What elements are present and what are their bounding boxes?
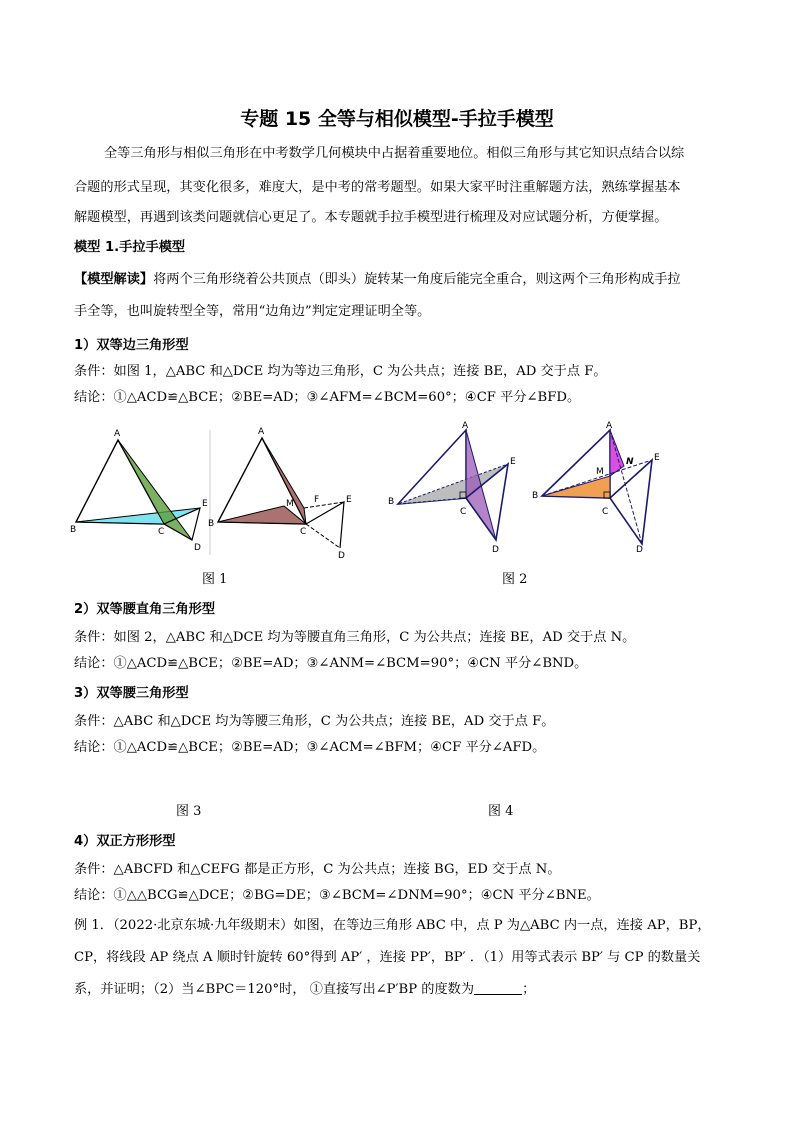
fig2b-label-e: E: [654, 453, 660, 463]
fig2b-label-a: A: [606, 421, 613, 431]
model-explain-line-2: 手全等，也叫旋转型全等，常用“边角边”判定定理证明全等。: [74, 304, 431, 319]
fig2a-triangle-bce: [398, 464, 508, 504]
section2-condition: 条件：如图 2，△ABC 和△DCE 均为等腰直角三角形，C 为公共点；连接 BE，AD 交于点 N。: [74, 630, 636, 645]
model1-heading: 模型 1.手拉手模型: [74, 240, 186, 255]
section3-condition: 条件：△ABC 和△DCE 均为等腰三角形，C 为公共点；连接 BE，AD 交于点 F。: [74, 714, 555, 729]
section1-conclusion: 结论：①△ACD≌△BCE；②BE=AD；③∠AFM=∠BCM=60°；④CF 平分∠BFD。: [74, 390, 581, 405]
intro-line-3: 解题模型，再遇到该类问题就信心更足了。本专题就手拉手模型进行梳理及对应试题分析，方便掌握。: [74, 210, 668, 225]
example1-line-3: [74, 980, 734, 1000]
section4-conclusion: 结论：①△△BCG≌△DCE；②BG=DE；③∠BCM=∠DNM=90°；④CN 平分∠BNE。: [74, 888, 600, 903]
section2-heading: 2）双等腰直角三角形型: [74, 602, 216, 617]
section1-condition: 条件：如图 1，△ABC 和△DCE 均为等边三角形，C 为公共点；连接 BE，AD 交于点 F。: [74, 364, 607, 379]
figure-3-caption: 图 3: [176, 804, 202, 819]
fig1b-label-a: A: [258, 427, 265, 437]
section1-heading: 1）双等边三角形型: [74, 338, 189, 353]
figure-1: [68, 420, 358, 560]
fig2b-label-b: B: [532, 491, 539, 501]
example1-line-3-end: ；: [522, 982, 536, 997]
fig1a-label-b: B: [70, 525, 77, 535]
fig1a-triangle-acd: [118, 440, 192, 540]
section4-condition: 条件：△ABCFD 和△CEFG 都是正方形，C 为公共点；连接 BG，ED 交于点 N。: [74, 862, 561, 877]
fig2a-label-c: C: [460, 507, 467, 517]
example1-line-1: 例 1．（2022·北京东城·九年级期末）如图，在等边三角形 ABC 中，点 P 为△ABC 内一点，连接 AP，BP，: [74, 918, 711, 933]
fig1b-triangle-dce: [306, 502, 344, 548]
fig2b-label-m: M: [596, 467, 604, 477]
fig2b-label-c: C: [602, 507, 609, 517]
fig1b-label-m: M: [286, 499, 294, 509]
fig2b-triangle-dce: [610, 460, 652, 544]
example1-line-2: CP，将线段 AP 绕点 A 顺时针旋转 60°得到 AP′ ，连接 PP′，BP′ ．（1）用等式表示 BP′ 与 CP 的数量关: [74, 950, 701, 965]
section3-conclusion: 结论：①△ACD≌△BCE；②BE=AD；③∠ACM=∠BFM；④CF 平分∠AFD。: [74, 740, 546, 755]
figure-2: [380, 416, 690, 556]
answer-blank[interactable]: [474, 980, 522, 995]
model-explain-text-1: 将两个三角形绕着公共顶点（即头）旋转某一角度后能完全重合，则这两个三角形构成手拉: [153, 272, 681, 287]
fig1a-label-c: C: [158, 527, 165, 537]
fig2b-label-n: N: [626, 457, 634, 467]
page-title: 专题 15 全等与相似模型-手拉手模型: [240, 108, 554, 130]
section4-heading: 4）双正方形形型: [74, 834, 176, 849]
model-explain-label: 【模型解读】: [74, 272, 154, 287]
fig2a-label-b: B: [388, 497, 395, 507]
example1-line-3-text: 系，并证明；（2）当∠BPC＝120°时， ①直接写出∠P′BP 的度数为: [74, 982, 475, 997]
fig1a-label-e: E: [202, 499, 208, 509]
fig2b-label-d: D: [636, 545, 643, 555]
fig1b-label-b: B: [208, 519, 215, 529]
fig2a-label-a: A: [462, 421, 469, 431]
intro-line-2: 合题的形式呈现，其变化很多，难度大，是中考的常考题型。如果大家平时注重解题方法，熟练掌握基本: [74, 180, 681, 195]
figure-2-caption: 图 2: [502, 572, 528, 587]
intro-line-1: 全等三角形与相似三角形在中考数学几何模块中占据着重要地位。相似三角形与其它知识点结合以综: [104, 146, 685, 161]
section2-conclusion: 结论：①△ACD≌△BCE；②BE=AD；③∠ANM=∠BCM=90°；④CN 平分∠BND。: [74, 656, 588, 671]
fig2a-label-d: D: [492, 545, 499, 555]
fig1b-label-d: D: [338, 551, 345, 560]
fig1b-label-e: E: [346, 495, 352, 505]
fig1a-triangle-abc: [76, 440, 164, 524]
fig1b-label-c: C: [300, 527, 307, 537]
fig2a-label-e: E: [510, 457, 516, 467]
fig1b-line-cd: [306, 524, 340, 548]
model-explain-line-1: [74, 270, 734, 290]
figure-4-caption: 图 4: [488, 804, 514, 819]
fig1a-label-a: A: [114, 429, 121, 439]
section3-heading: 3）双等腰三角形型: [74, 686, 189, 701]
fig1b-label-f: F: [314, 495, 320, 505]
figure-1-caption: 图 1: [202, 572, 228, 587]
fig1a-label-d: D: [194, 543, 201, 553]
